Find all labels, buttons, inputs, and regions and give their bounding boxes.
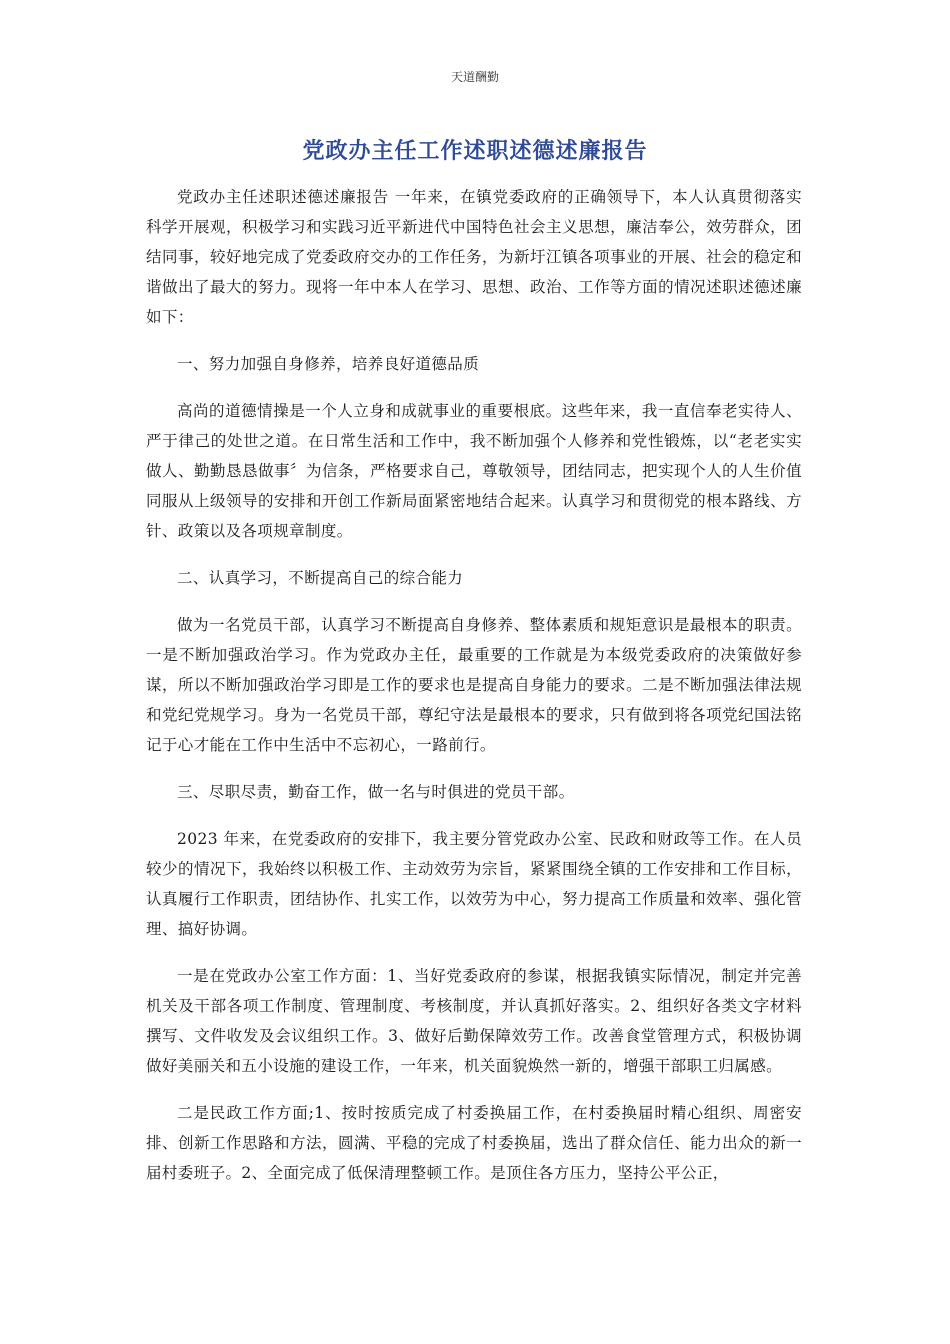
section-heading-3: 三、尽职尽责，勤奋工作，做一名与时俱进的党员干部。 (177, 783, 575, 801)
paragraph-intro: 党政办主任述职述德述廉报告 一年来，在镇党委政府的正确领导下，本人认真贯彻落实科学开展观，积极学习和实践习近平新进代中国特色社会主义思想，廉洁奉公，效劳群众，团结同事，较好地完成了党委政府交办的工作任务，为新圩江镇各项事业的开展、社会的稳定和谐做出了最大的努力。现将一年中本人在学习、思想、政治、工作等方面的情况述职述德述廉如下： (146, 188, 802, 326)
paragraph-work-2023: 2023 年来，在党委政府的安排下，我主要分管党政办公室、民政和财政等工作。在人员较少的情况下，我始终以积极工作、主动效劳为宗旨，紧紧围绕全镇的工作安排和工作目标，认真履行工作职责，团结协作、扎实工作，以效劳为中心，努力提高工作质量和效率、强化管理、搞好协调。 (146, 830, 802, 938)
paragraph-study: 做为一名党员干部，认真学习不断提高自身修养、整体素质和规矩意识是最根本的职责。一是不断加强政治学习。作为党政办主任，最重要的工作就是为本级党委政府的决策做好参谋，所以不断加强政治学习即是工作的要求也是提高自身能力的要求。二是不断加强法律法规和党纪党规学习。身为一名党员干部，尊纪守法是最根本的要求，只有做到将各项党纪国法铭记于心才能在工作中生活中不忘初心，一路前行。 (146, 616, 802, 754)
section-heading-1: 一、努力加强自身修养，培养良好道德品质 (177, 355, 480, 373)
document-body (146, 182, 802, 1205)
section-heading-2: 二、认真学习，不断提高自己的综合能力 (177, 569, 464, 587)
page-header: 天道酬勤 (450, 70, 499, 84)
paragraph-civil-affairs: 二是民政工作方面;1、按时按质完成了村委换届工作，在村委换届时精心组织、周密安排、创新工作思路和方法，圆满、平稳的完成了村委换届，选出了群众信任、能力出众的新一届村委班子。2、全面完成了低保清理整顿工作。是顶住各方压力，坚持公平公正， (146, 1104, 802, 1182)
paragraph-office-work: 一是在党政办公室工作方面：1、当好党委政府的参谋，根据我镇实际情况，制定并完善机关及干部各项工作制度、管理制度、考核制度，并认真抓好落实。2、组织好各类文字材料撰写、文件收发及会议组织工作。3、做好后勤保障效劳工作。改善食堂管理方式，积极协调做好美丽关和五小设施的建设工作，一年来，机关面貌焕然一新的，增强干部职工归属感。 (146, 967, 802, 1075)
document-title: 党政办主任工作述职述德述廉报告 (302, 139, 648, 164)
paragraph-morality: 高尚的道德情操是一个人立身和成就事业的重要根底。这些年来，我一直信奉老实待人、严于律己的处世之道。在日常生活和工作中，我不断加强个人修养和党性锻炼，以“老老实实做人、勤勤恳恳做事〞为信条，严格要求自己，尊敬领导，团结同志，把实现个人的人生价值同服从上级领导的安排和开创工作新局面紧密地结合起来。认真学习和贯彻党的根本路线、方针、政策以及各项规章制度。 (146, 402, 802, 540)
